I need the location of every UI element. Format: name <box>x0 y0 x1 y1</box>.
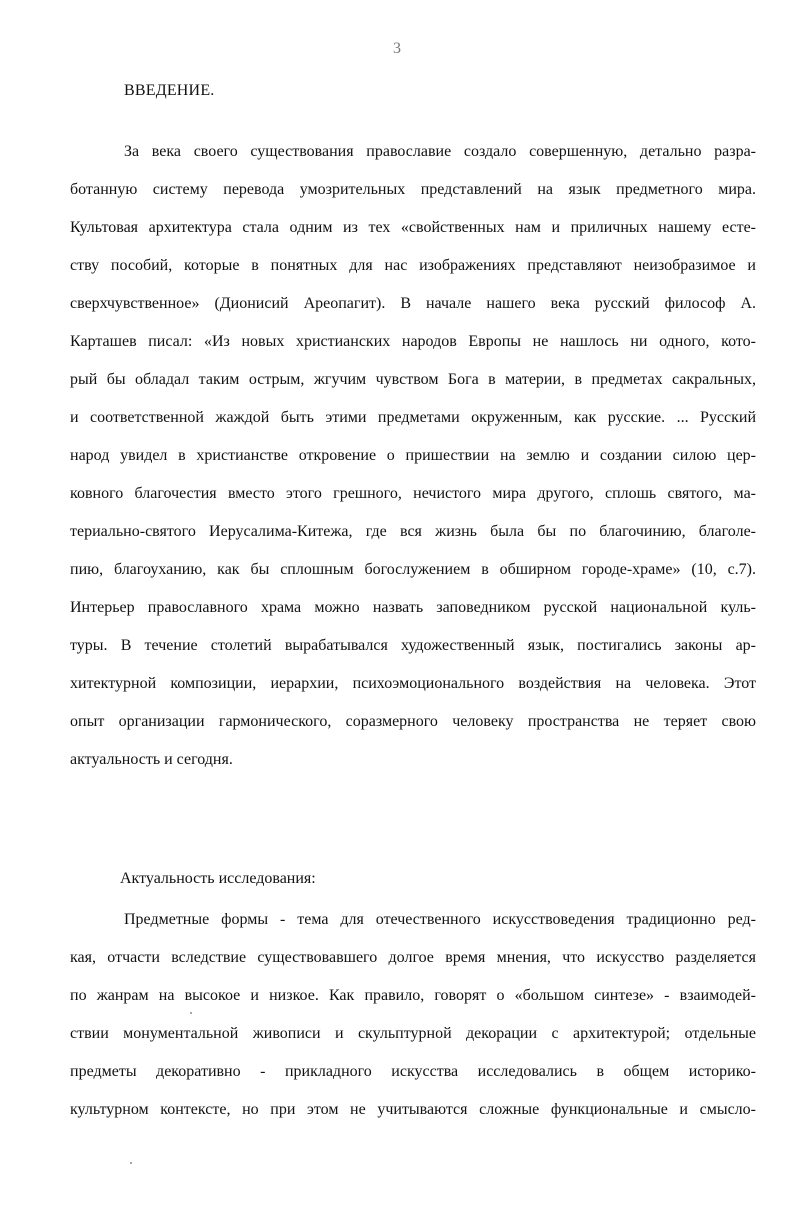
text-line: кая, отчасти вследствие существовавшего долгое время мнения, что искусство разделяется <box>70 949 756 966</box>
text-line: Культовая архитектура стала одним из тех «свойственных нам и приличных нашему есте- <box>70 219 756 236</box>
text-line: культурном контексте, но при этом не учитываются сложные функциональные и смысло- <box>70 1101 756 1118</box>
text-line: териально-святого Иерусалима-Китежа, где вся жизнь была бы по благочинию, благоле- <box>70 523 756 540</box>
text-line: Предметные формы - тема для отечественного искусствоведения традиционно ред- <box>124 911 756 928</box>
section-heading: Актуальность исследования: <box>120 870 316 887</box>
text-line: туры. В течение столетий вырабатывался художественный язык, постигались законы ар- <box>70 637 756 654</box>
text-line: За века своего существования православие создало совершенную, детально разра- <box>124 143 756 160</box>
page-number: 3 <box>393 40 401 57</box>
text-line: по жанрам на высокое и низкое. Как правило, говорят о «большом синтезе» - взаимодей- <box>70 987 756 1004</box>
scan-speck <box>190 1012 192 1014</box>
text-line: сверхчувственное» (Дионисий Ареопагит). В начале нашего века русский философ А. <box>70 295 756 312</box>
text-line: хитектурной композиции, иерархии, психоэмоционального воздействия на человека. Этот <box>70 675 756 692</box>
text-line: предметы декоративно - прикладного искусства исследовались в общем историко- <box>70 1063 756 1080</box>
scan-speck <box>130 1162 132 1164</box>
text-line: ствии монументальной живописи и скульптурной декорации с архитектурой; отдельные <box>70 1025 756 1042</box>
text-line: ботанную систему перевода умозрительных представлений на язык предметного мира. <box>70 181 756 198</box>
text-line: актуальность и сегодня. <box>70 751 233 768</box>
text-line: ковного благочестия вместо этого грешного, нечистого мира другого, сплошь святого, ма- <box>70 485 756 502</box>
text-line: и соответственной жаждой быть этими предметами окруженным, как русские. ... Русский <box>70 409 756 426</box>
text-line: рый бы обладал таким острым, жгучим чувством Бога в материи, в предметах сакральных, <box>70 371 756 388</box>
page-heading: ВВЕДЕНИЕ. <box>124 82 215 99</box>
text-line: пию, благоуханию, как бы сплошным богослужением в обширном городе-храме» (10, с.7). <box>70 561 756 578</box>
text-line: Интерьер православного храма можно назвать заповедником русской национальной куль- <box>70 599 756 616</box>
text-line: народ увидел в христианстве откровение о пришествии на землю и создании силою цер- <box>70 447 756 464</box>
text-line: ству пособий, которые в понятных для нас изображениях представляют неизобразимое и <box>70 257 756 274</box>
text-line: опыт организации гармонического, соразмерного человеку пространства не теряет свою <box>70 713 756 730</box>
text-line: Карташев писал: «Из новых христианских народов Европы не нашлось ни одного, кото- <box>70 333 756 350</box>
